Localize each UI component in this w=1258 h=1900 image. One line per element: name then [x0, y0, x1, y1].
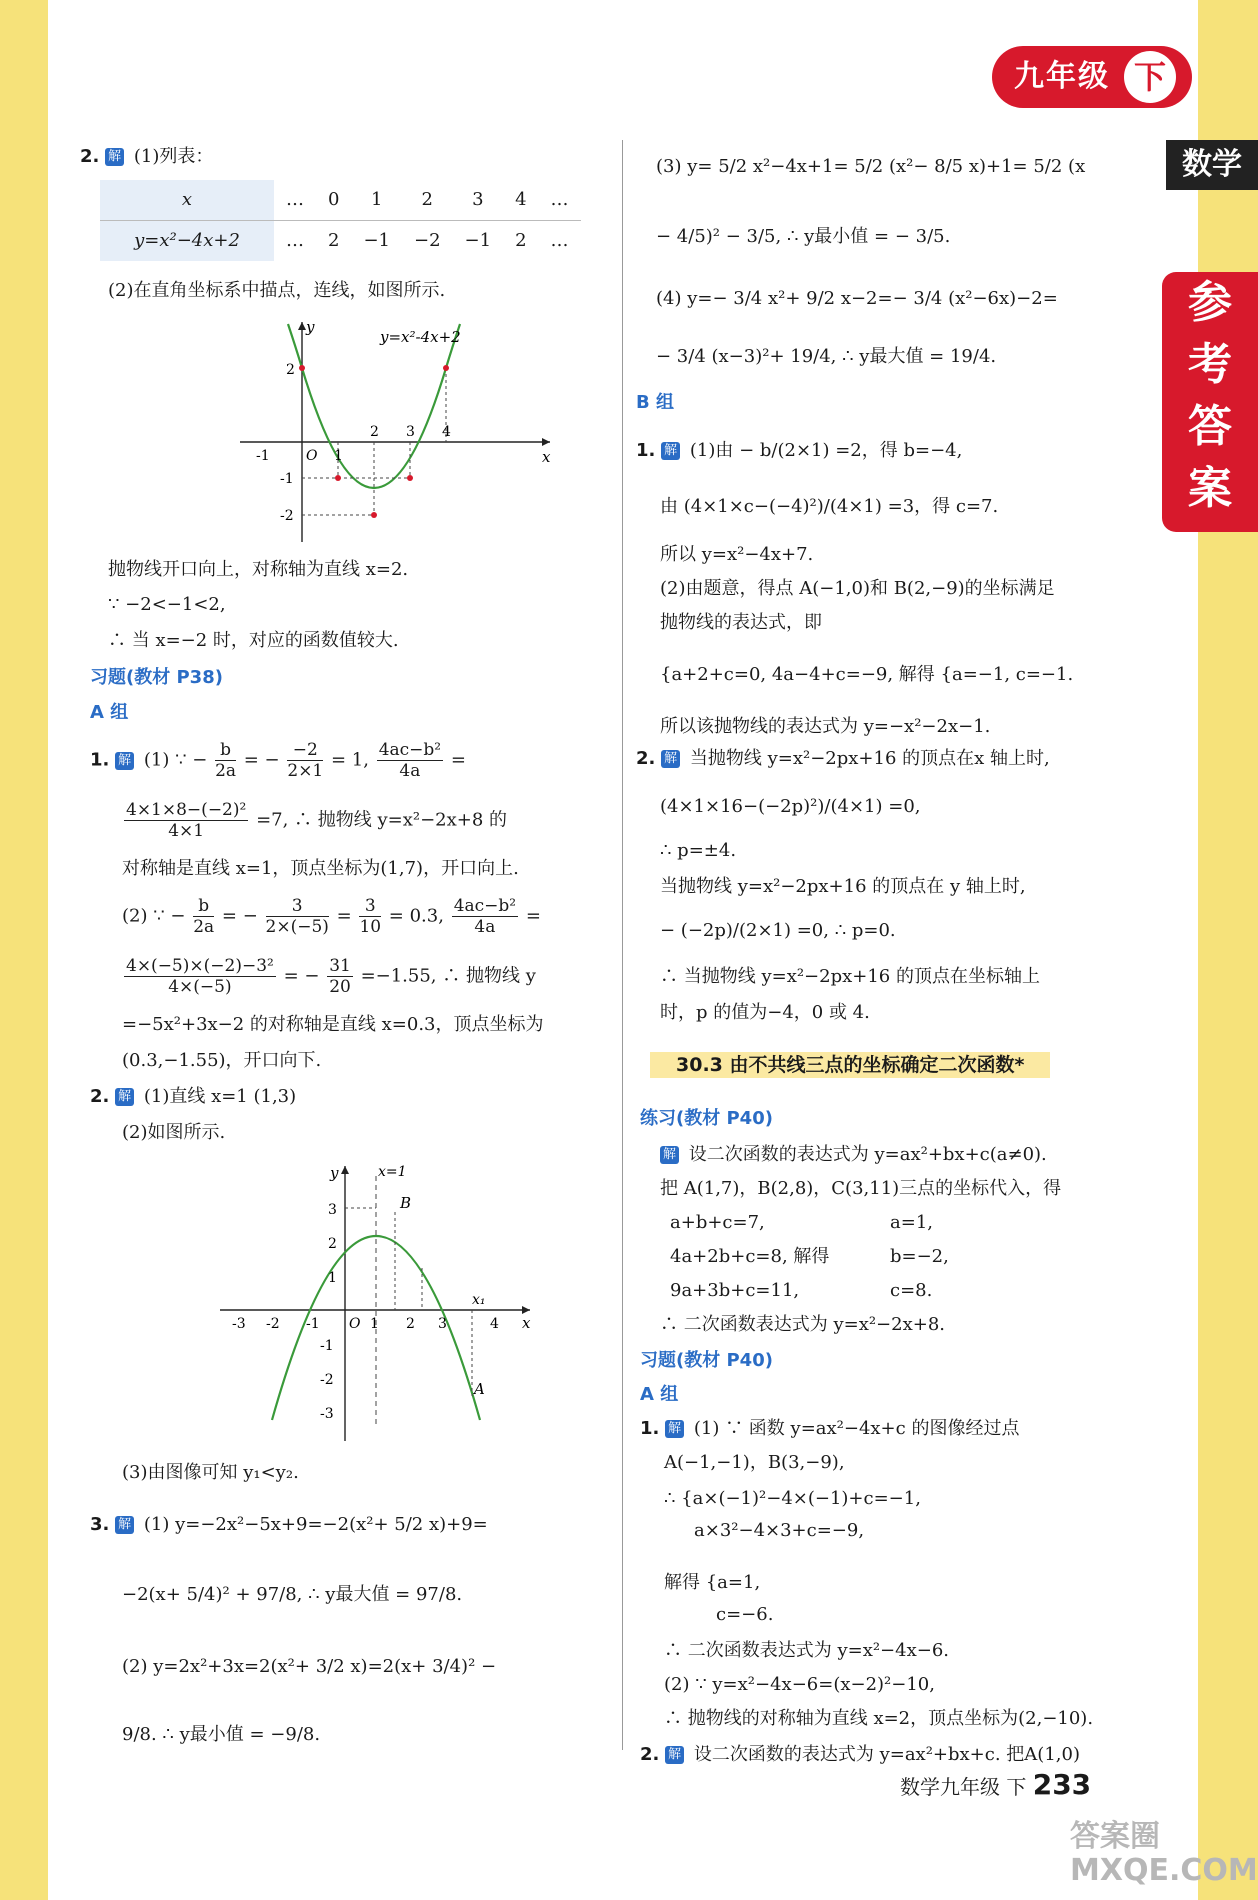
plot-point: [299, 365, 305, 371]
q1-line2: [122, 800, 507, 841]
group-label: A 组: [90, 702, 129, 723]
question-number: 2.: [636, 748, 656, 769]
side-ref-char: 考: [1188, 339, 1232, 390]
b2-line1: [636, 742, 1050, 776]
text: (1) ∵ 函数 y=ax²−4x+c 的图像经过点: [693, 1418, 1020, 1439]
fraction: $\frac{31}{20}$: [329, 956, 351, 997]
table-cell: 0: [316, 180, 351, 221]
origin-label: O: [306, 448, 318, 464]
point-label-A: A: [474, 1380, 485, 1398]
text: c=−6.: [716, 1604, 774, 1625]
y-axis-label: y: [330, 1164, 339, 1182]
q1-line5: $\frac{\text{4×(−5)×(−2)−3²}}{4\times(-5)}$ = − $\frac{31}{20}$ =−1.55, ∴ 抛物线 y: [126, 956, 536, 997]
text: −2(x+ 5/4)² + 97/8, ∴ y最大值 = 97/8.: [122, 1584, 463, 1605]
table-cell: 1: [351, 180, 402, 221]
page-number: 233: [1032, 1768, 1092, 1801]
solve-tag: 解: [115, 1088, 134, 1106]
text: 时，p 的值为−4，0 或 4.: [660, 1002, 870, 1023]
question-number: 3.: [90, 1514, 110, 1535]
parabola-graph-1: [230, 312, 560, 552]
section-header: [650, 1048, 1050, 1083]
x-axis-label: x: [522, 1314, 531, 1332]
symmetry-label: x=1: [378, 1164, 407, 1180]
text: 抛物线的表达式，即: [660, 612, 822, 633]
text: (4×1×16−(−2p)²)/(4×1) =0,: [660, 796, 921, 817]
plot-point: [443, 365, 449, 371]
x1-label: x₁: [472, 1292, 486, 1308]
y-arrow: [341, 1166, 349, 1174]
text: a+b+c=7,: [670, 1212, 765, 1233]
text: − 4/5)² − 3/5, ∴ y最小值 = − 3/5.: [656, 226, 951, 247]
table-cell: 4: [503, 180, 538, 221]
parabola-graph-2: [210, 1156, 540, 1446]
y-arrow: [298, 322, 306, 330]
question-number: 2.: [640, 1744, 660, 1765]
table-cell: 2: [402, 180, 453, 221]
table-header: x: [100, 180, 274, 221]
text: (2) ∵ y=x²−4x−6=(x−2)²−10,: [664, 1674, 935, 1695]
text: (1)列表：: [133, 146, 214, 167]
question-number: 2.: [80, 146, 100, 167]
side-ref-char: 案: [1188, 463, 1232, 514]
table-row: [100, 221, 581, 262]
text: 由 (4×1×c−(−4)²)/(4×1) =3，得 c=7.: [660, 496, 999, 517]
text: 解得 {a=1,: [664, 1572, 761, 1593]
practice-line1: [660, 1138, 1047, 1172]
text: (1) y=−2x²−5x+9=−2(x²+ 5/2 x)+9=: [143, 1514, 488, 1535]
text: 9/8. ∴ y最小值 = −9/8.: [122, 1724, 321, 1745]
text: (2)如图所示.: [122, 1122, 226, 1143]
footer-brand: 数学九年级: [900, 1775, 1000, 1799]
text: (3)由图像可知 y₁<y₂.: [122, 1462, 299, 1483]
y-tick: 1: [328, 1270, 337, 1286]
text: ∵ −2<−1<2,: [108, 594, 226, 615]
x-tick: 1: [370, 1316, 379, 1332]
text: 设二次函数的表达式为 y=ax²+bx+c. 把A(1,0): [693, 1744, 1080, 1765]
grade-label: 九年级: [1014, 59, 1110, 94]
watermark: 答案圈 MXQE.COM: [1070, 1819, 1258, 1888]
question-number: 2.: [90, 1086, 110, 1107]
text: (3) y= 5/2 x²−4x+1= 5/2 (x²− 8/5 x)+1= 5/2 (x: [656, 156, 1086, 177]
y-axis-label: y: [306, 318, 315, 336]
table-cell: …: [550, 230, 569, 251]
x-tick: 2: [370, 424, 379, 440]
b1-line1: [636, 434, 962, 468]
text: 把 A(1,7)，B(2,8)，C(3,11)三点的坐标代入，得: [660, 1178, 1062, 1199]
exercise-title: 习题(教材 P40): [640, 1350, 773, 1371]
text: =−5x²+3x−2 的对称轴是直线 x=0.3，顶点坐标为: [122, 1014, 544, 1035]
q2b-line1: [90, 1080, 296, 1114]
text: ∴ 二次函数表达式为 y=x²−2x+8.: [660, 1314, 946, 1335]
table-cell: −2: [414, 230, 441, 251]
text: c=8.: [890, 1280, 933, 1301]
y-tick: 2: [286, 362, 295, 378]
text: 对称轴是直线 x=1，顶点坐标为(1,7)，开口向上.: [122, 858, 519, 879]
question-number: 1.: [640, 1418, 660, 1439]
side-ref-char: 参: [1188, 277, 1232, 328]
x-tick: 3: [438, 1316, 447, 1332]
column-divider: [622, 140, 623, 1750]
group-label: B 组: [636, 392, 674, 413]
text: 当抛物线 y=x²−2px+16 的顶点在x 轴上时,: [689, 748, 1050, 769]
x-tick: 4: [490, 1316, 499, 1332]
table-row: [100, 180, 581, 221]
page-footer: [900, 1768, 1091, 1804]
side-ref-char: 答: [1188, 401, 1232, 452]
text: 设二次函数的表达式为 y=ax²+bx+c(a≠0).: [688, 1144, 1047, 1165]
text: {a+2+c=0, 4a−4+c=−9, 解得 {a=−1, c=−1.: [660, 664, 1074, 685]
point-label-B: B: [400, 1194, 412, 1212]
y-tick: -1: [280, 471, 294, 487]
x-tick: -1: [306, 1316, 320, 1332]
text: 4a+2b+c=8, 解得: [670, 1246, 830, 1267]
y-tick: 2: [328, 1236, 337, 1252]
side-tab-math: 数学: [1166, 140, 1258, 190]
text: 所以该抛物线的表达式为 y=−x²−2x−1.: [660, 716, 991, 737]
x-axis-label: x: [542, 448, 551, 466]
fraction: $\frac{\text{4ac−b²}}{4a}$: [453, 896, 517, 937]
side-tab-reference: [1162, 272, 1258, 532]
table-cell: −1: [363, 230, 390, 251]
left-spine: [0, 0, 48, 1900]
text: =7, ∴ 抛物线 y=x²−2x+8 的: [256, 809, 508, 831]
footer-vol: 下: [1006, 1775, 1027, 1799]
y-tick: -2: [280, 508, 294, 524]
text: 当抛物线 y=x²−2px+16 的顶点在 y 轴上时,: [660, 876, 1026, 897]
question-number: 1.: [90, 749, 110, 771]
solve-tag: 解: [665, 1420, 684, 1438]
solve-tag: 解: [661, 442, 680, 460]
y-tick: 3: [328, 1202, 337, 1218]
text: ∴ 抛物线的对称轴为直线 x=2，顶点坐标为(2,−10).: [664, 1708, 1094, 1729]
plot-point: [371, 512, 377, 518]
table-cell: …: [539, 180, 581, 221]
text: A(−1,−1)，B(3,−9),: [664, 1452, 845, 1473]
text: ∴ {a×(−1)²−4×(−1)+c=−1,: [664, 1488, 921, 1509]
text: a=1,: [890, 1212, 933, 1233]
text: (2) ∵ −: [122, 905, 186, 927]
fraction: $\frac{\text{4ac−b²}}{4a}$: [378, 740, 442, 781]
practice-title: 练习(教材 P40): [640, 1108, 773, 1129]
fraction: $\frac{\text{4×1×8−(−2)²}}{4\times 1}$: [126, 800, 247, 841]
text: − 3/4 (x−3)²+ 19/4, ∴ y最大值 = 19/4.: [656, 346, 997, 367]
text: (4) y=− 3/4 x²+ 9/2 x−2=− 3/4 (x²−6x)−2=: [656, 288, 1058, 309]
fraction: $\frac{3}{10}$: [359, 896, 382, 937]
fraction: $\frac{b}{2a}$: [215, 740, 237, 781]
table-cell: …: [274, 180, 316, 221]
table-cell: 3: [453, 180, 504, 221]
plot-point: [335, 475, 341, 481]
volume-badge: 下: [1124, 51, 1176, 103]
text: =−1.55, ∴ 抛物线 y: [360, 965, 536, 987]
group-label: A 组: [640, 1384, 679, 1405]
text: (0.3,−1.55)，开口向下.: [122, 1050, 322, 1071]
curve-label: y=x²-4x+2: [380, 328, 461, 346]
text: ∴ 当 x=−2 时，对应的函数值较大.: [108, 630, 399, 651]
solve-tag: 解: [105, 148, 124, 166]
text: (2)在直角坐标系中描点，连线，如图所示.: [108, 280, 446, 301]
x-tick: -2: [266, 1316, 280, 1332]
x-tick: 4: [442, 424, 451, 440]
table-cell: …: [286, 230, 304, 251]
text: a×3²−4×3+c=−9,: [694, 1520, 865, 1541]
text: (1) ∵ −: [143, 749, 208, 771]
plot-point: [407, 475, 413, 481]
text: (1)由 − b/(2×1) =2，得 b=−4,: [689, 440, 963, 461]
x-tick: 3: [406, 424, 415, 440]
table-cell: 2: [328, 230, 340, 251]
text: (1)直线 x=1 (1,3): [143, 1086, 297, 1107]
text: 抛物线开口向上，对称轴为直线 x=2.: [108, 559, 409, 580]
x-tick: -1: [256, 448, 270, 464]
text: − (−2p)/(2×1) =0, ∴ p=0.: [660, 920, 896, 941]
x-tick: -3: [232, 1316, 246, 1332]
text: ∴ 二次函数表达式为 y=x²−4x−6.: [664, 1640, 950, 1661]
x-tick: 1: [334, 448, 343, 464]
q1-line4: (2) ∵ − $\frac{b}{2a}$ = − $\frac{3}{2\times(-5)}$ = $\frac{3}{10}$ = 0.3, $\frac{\text{4ac−b²}}{4a}$ =: [122, 896, 541, 937]
c1-line1: [640, 1412, 1019, 1446]
text: ∴ p=±4.: [660, 840, 737, 861]
text: (2)由题意，得点 A(−1,0)和 B(2,−9)的坐标满足: [660, 578, 1055, 599]
section-title: 30.3 由不共线三点的坐标确定二次函数*: [650, 1052, 1050, 1078]
q1-line1: 1. 解 (1) ∵ − $\frac{b}{2a}$ = − $\frac{-2}{2\times 1}$ = 1, $\frac{\text{4ac−b²}}{4a}$ =: [90, 740, 466, 781]
value-table: [100, 180, 581, 261]
q3-line1: [90, 1508, 488, 1542]
text: 9a+3b+c=11,: [670, 1280, 800, 1301]
y-tick: -1: [320, 1338, 334, 1354]
q2-line1: [80, 140, 213, 174]
solve-tag: 解: [661, 750, 680, 768]
text: ∴ 当抛物线 y=x²−2px+16 的顶点在坐标轴上: [660, 966, 1040, 987]
solve-tag: 解: [115, 1516, 134, 1534]
text: b=−2,: [890, 1246, 949, 1267]
table-cell: −1: [464, 230, 492, 251]
grade-header: [992, 46, 1192, 108]
y-tick: -2: [320, 1372, 334, 1388]
table-header: y=x²−4x+2: [100, 221, 274, 262]
solve-tag: 解: [665, 1746, 684, 1764]
question-number: 1.: [636, 440, 656, 461]
table-cell: 2: [515, 230, 527, 251]
text: 所以 y=x²−4x+7.: [660, 544, 814, 565]
origin-label: O: [349, 1316, 361, 1332]
solve-tag: 解: [115, 752, 134, 770]
x-tick: 2: [406, 1316, 415, 1332]
x-arrow: [522, 1306, 530, 1314]
fraction: $\frac{b}{2a}$: [193, 896, 215, 937]
solve-tag: 解: [660, 1146, 679, 1164]
text: (2) y=2x²+3x=2(x²+ 3/2 x)=2(x+ 3/4)² −: [122, 1656, 497, 1677]
exercise-title: 习题(教材 P38): [90, 667, 223, 688]
fraction: $\frac{3}{2\times(-5)}$: [265, 896, 329, 937]
y-tick: -3: [320, 1406, 334, 1422]
c2-line1: [640, 1738, 1080, 1772]
x-arrow: [542, 438, 550, 446]
fraction: $\frac{-2}{2\times 1}$: [287, 740, 324, 781]
fraction: $\frac{\text{4×(−5)×(−2)−3²}}{4\times(-5)}$: [126, 956, 274, 997]
